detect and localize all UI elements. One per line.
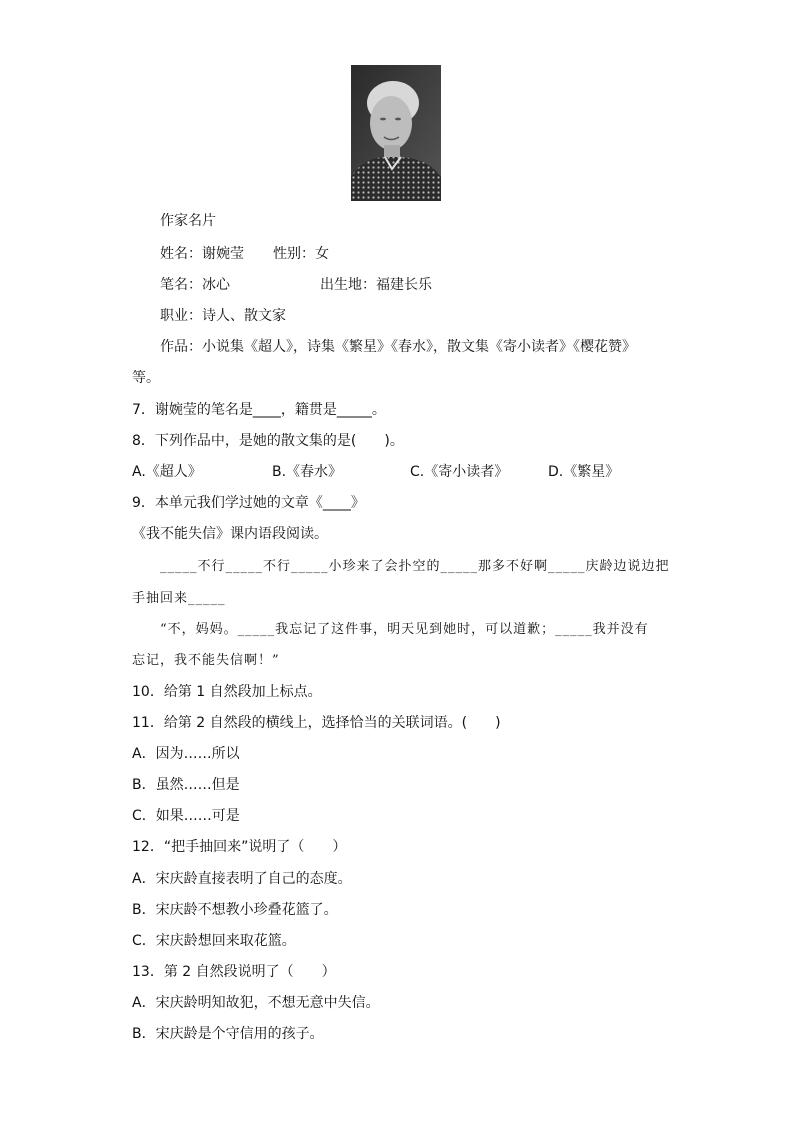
question-11-option-c: C．如果……可是 <box>132 808 240 824</box>
card-works: 作品：小说集《超人》，诗集《繁星》《春水》，散文集《寄小读者》《樱花赞》 <box>160 339 636 355</box>
question-13-stem: 13．第 2 自然段说明了（ ） <box>132 964 336 980</box>
card-gender: 性别：女 <box>273 246 329 262</box>
question-11-option-b: B．虽然……但是 <box>132 777 240 793</box>
passage-paragraph-1: _____不行_____不行_____小珍来了会扑空的_____那多不好啊_____庆龄边说边把 <box>160 559 670 574</box>
question-13-option-a: A．宋庆龄明知故犯，不想无意中失信。 <box>132 995 380 1011</box>
question-13-option-b: B．宋庆龄是个守信用的孩子。 <box>132 1026 324 1042</box>
question-11-stem: 11．给第 2 自然段的横线上，选择恰当的关联词语。( ) <box>132 715 501 731</box>
passage-paragraph-2-continued: 忘记，我不能失信啊！” <box>132 653 280 668</box>
question-8-option-d: D.《繁星》 <box>548 464 620 480</box>
question-7: 7．谢婉莹的笔名是____，籍贯是_____。 <box>132 402 386 418</box>
author-portrait-photo <box>351 65 441 201</box>
passage-title: 《我不能失信》课内语段阅读。 <box>132 526 328 542</box>
passage-paragraph-2: “不，妈妈。_____我忘记了这件事，明天见到她时，可以道歉；_____我并没有 <box>160 622 649 637</box>
question-10: 10．给第 1 自然段加上标点。 <box>132 684 322 700</box>
question-11-option-a: A．因为……所以 <box>132 746 240 762</box>
question-9: 9．本单元我们学过她的文章《____》 <box>132 495 365 511</box>
passage-paragraph-1-continued: 手抽回来_____ <box>132 591 226 606</box>
card-occupation: 职业：诗人、散文家 <box>160 308 286 324</box>
question-8-option-c: C.《寄小读者》 <box>410 464 509 480</box>
card-works-continued: 等。 <box>132 370 160 386</box>
card-birthplace: 出生地：福建长乐 <box>320 277 432 293</box>
question-12-stem: 12．“把手抽回来”说明了（ ） <box>132 839 347 855</box>
card-pen-name: 笔名：冰心 <box>160 277 230 293</box>
question-8-option-b: B.《春水》 <box>272 464 343 480</box>
question-8-stem: 8．下列作品中，是她的散文集的是( )。 <box>132 433 404 449</box>
question-12-option-a: A．宋庆龄直接表明了自己的态度。 <box>132 871 352 887</box>
question-12-option-c: C．宋庆龄想回来取花篮。 <box>132 933 296 949</box>
card-heading: 作家名片 <box>160 213 216 229</box>
question-12-option-b: B．宋庆龄不想教小珍叠花篮了。 <box>132 902 338 918</box>
portrait-illustration <box>351 65 441 201</box>
question-8-option-a: A.《超人》 <box>132 464 202 480</box>
card-name: 姓名：谢婉莹 <box>160 246 244 262</box>
